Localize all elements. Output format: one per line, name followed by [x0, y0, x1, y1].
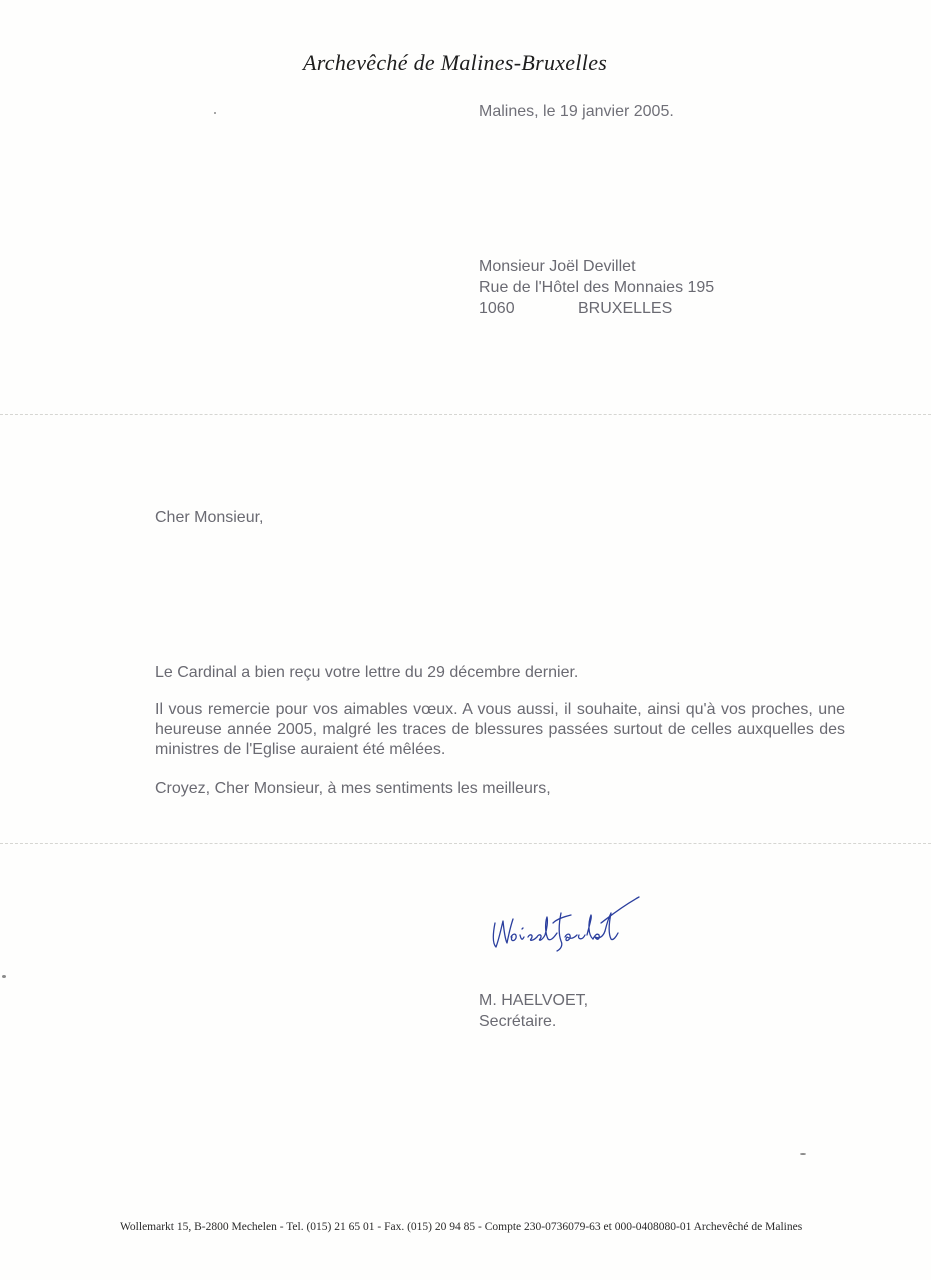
signatory-title: Secrétaire.	[479, 1013, 557, 1030]
signatory-block	[479, 990, 588, 1032]
signatory-name: M. HAELVOET,	[479, 992, 589, 1009]
handwritten-signature	[487, 893, 647, 955]
recipient-address	[479, 256, 714, 319]
letterhead-footer: Wollemarkt 15, B-2800 Mechelen - Tel. (015) 21 65 01 - Fax. (015) 20 94 85 - Compte 230-0736079-63 et 000-0408080-01 Archevêché de Malines	[120, 1221, 803, 1233]
date-line: Malines, le 19 janvier 2005.	[479, 103, 674, 120]
body-paragraph-2: Il vous remercie pour vos aimables vœux. A vous aussi, il souhaite, ainsi qu'à vos proches, une heureuse année 2005, malgré les traces de blessures passées surtout de celles auxquelles des ministres de l'Eglise auraient été mêlées.	[155, 701, 845, 758]
fold-line-upper	[0, 414, 931, 415]
body-paragraph-1: Le Cardinal a bien reçu votre lettre du 29 décembre dernier.	[155, 664, 579, 681]
body-paragraph-3: Croyez, Cher Monsieur, à mes sentiments les meilleurs,	[155, 780, 551, 797]
letterhead-title: Archevêché de Malines-Bruxelles	[303, 50, 608, 75]
paper-speck	[214, 112, 216, 114]
recipient-city: BRUXELLES	[578, 300, 673, 317]
recipient-street: Rue de l'Hôtel des Monnaies 195	[479, 279, 715, 296]
paper-speck	[2, 975, 6, 978]
recipient-locality	[479, 298, 714, 319]
paper-speck	[800, 1153, 806, 1155]
salutation: Cher Monsieur,	[155, 509, 264, 526]
recipient-name: Monsieur Joël Devillet	[479, 258, 636, 275]
recipient-postal-code: 1060	[479, 300, 515, 317]
fold-line-lower	[0, 843, 931, 844]
